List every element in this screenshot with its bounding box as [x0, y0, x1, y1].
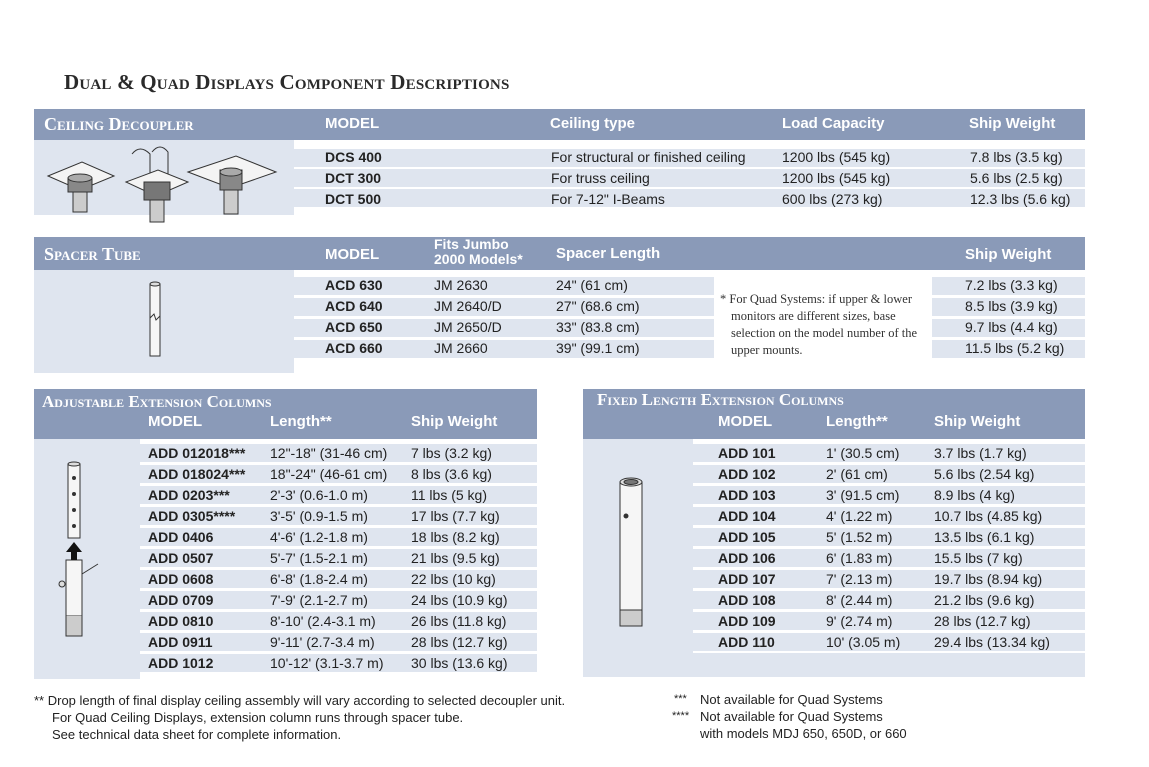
adjustable-model-cell: ADD 0810 [148, 613, 214, 629]
footnote-4star-text: Not available for Quad Systems [700, 709, 883, 724]
footnote-quad-ceiling: For Quad Ceiling Displays, extension column runs through spacer tube. [52, 710, 464, 725]
adjustable-model-cell: ADD 0709 [148, 592, 214, 608]
ceiling-weight-cell: 7.8 lbs (3.5 kg) [970, 149, 1063, 165]
adjustable-weight-cell: 7 lbs (3.2 kg) [411, 445, 492, 461]
adjustable-model-cell: ADD 0305**** [148, 508, 236, 524]
adjustable-model-cell: ADD 0507 [148, 550, 214, 566]
ceiling-type-cell: For truss ceiling [551, 170, 650, 186]
fixed-weight-header: Ship Weight [934, 413, 1021, 430]
spacer-weight-header: Ship Weight [965, 246, 1052, 263]
spacer-length-cell: 33" (83.8 cm) [556, 319, 640, 335]
adjustable-length-cell: 3'-5' (0.9-1.5 m) [270, 508, 368, 524]
fixed-length-header: Length** [826, 413, 888, 430]
spacer-weight-cell: 7.2 lbs (3.3 kg) [965, 277, 1058, 293]
fixed-length-cell: 2' (61 cm) [826, 466, 888, 482]
spacer-model-cell: ACD 630 [325, 277, 383, 293]
spacer-tube-title: Spacer Tube [44, 244, 141, 264]
spacer-fits-cell: JM 2660 [434, 340, 488, 356]
ceiling-model-cell: DCS 400 [325, 149, 382, 165]
adjustable-length-cell: 18"-24" (46-61 cm) [270, 466, 388, 482]
fixed-length-cell: 6' (1.83 m) [826, 550, 893, 566]
adjustable-weight-cell: 26 lbs (11.8 kg) [411, 613, 507, 629]
fixed-weight-cell: 19.7 lbs (8.94 kg) [934, 571, 1043, 587]
fixed-weight-cell: 10.7 lbs (4.85 kg) [934, 508, 1043, 524]
spacer-length-cell: 39" (99.1 cm) [556, 340, 640, 356]
footnote-drop-length: ** Drop length of final display ceiling assembly will vary according to selected decoupler unit. [34, 693, 566, 708]
spacer-fits-cell: JM 2650/D [434, 319, 502, 335]
fixed-model-cell: ADD 106 [718, 550, 776, 566]
spacer-length-cell: 27" (68.6 cm) [556, 298, 640, 314]
adjustable-length-cell: 8'-10' (2.4-3.1 m) [270, 613, 376, 629]
fixed-length-cell: 1' (30.5 cm) [826, 445, 900, 461]
fixed-length-cell: 7' (2.13 m) [826, 571, 893, 587]
adjustable-model-cell: ADD 0406 [148, 529, 214, 545]
adjustable-length-cell: 7'-9' (2.1-2.7 m) [270, 592, 368, 608]
adjustable-weight-cell: 21 lbs (9.5 kg) [411, 550, 500, 566]
adjustable-model-header: MODEL [148, 413, 203, 430]
fixed-length-cell: 8' (2.44 m) [826, 592, 893, 608]
fixed-model-cell: ADD 103 [718, 487, 776, 503]
adjustable-weight-cell: 17 lbs (7.7 kg) [411, 508, 500, 524]
ceiling-type-header: Ceiling type [550, 115, 636, 132]
adjustable-model-cell: ADD 012018*** [148, 445, 246, 461]
adjustable-weight-cell: 28 lbs (12.7 kg) [411, 634, 508, 650]
adjustable-columns-title: Adjustable Extension Columns [42, 392, 272, 411]
adjustable-model-cell: ADD 018024*** [148, 466, 246, 482]
fixed-model-cell: ADD 102 [718, 466, 776, 482]
spacer-fits-cell: JM 2640/D [434, 298, 502, 314]
ceiling-load-cell: 600 lbs (273 kg) [782, 191, 883, 207]
fixed-columns-title: Fixed Length Extension Columns [597, 390, 844, 409]
adjustable-length-cell: 5'-7' (1.5-2.1 m) [270, 550, 368, 566]
adjustable-column-illustration [52, 460, 108, 640]
adjustable-model-cell: ADD 1012 [148, 655, 214, 671]
spacer-tube-illustration [145, 280, 165, 360]
ceiling-weight-header: Ship Weight [969, 115, 1056, 132]
fixed-length-cell: 5' (1.52 m) [826, 529, 893, 545]
adjustable-weight-cell: 11 lbs (5 kg) [411, 487, 487, 503]
fixed-length-cell: 9' (2.74 m) [826, 613, 893, 629]
spacer-model-header: MODEL [325, 246, 380, 263]
fixed-weight-cell: 15.5 lbs (7 kg) [934, 550, 1023, 566]
footnote-4star-mark: **** [672, 710, 690, 722]
adjustable-weight-cell: 30 lbs (13.6 kg) [411, 655, 508, 671]
spacer-model-cell: ACD 650 [325, 319, 383, 335]
fixed-model-cell: ADD 109 [718, 613, 776, 629]
spacer-weight-cell: 9.7 lbs (4.4 kg) [965, 319, 1058, 335]
adjustable-model-cell: ADD 0608 [148, 571, 214, 587]
adjustable-weight-cell: 18 lbs (8.2 kg) [411, 529, 500, 545]
fixed-model-cell: ADD 110 [718, 634, 775, 650]
fixed-weight-cell: 3.7 lbs (1.7 kg) [934, 445, 1027, 461]
footnote-technical-data: See technical data sheet for complete information. [52, 727, 342, 742]
fixed-model-header: MODEL [718, 413, 773, 430]
fixed-length-cell: 10' (3.05 m) [826, 634, 901, 650]
ceiling-weight-cell: 5.6 lbs (2.5 kg) [970, 170, 1063, 186]
fixed-model-cell: ADD 107 [718, 571, 776, 587]
fixed-weight-cell: 21.2 lbs (9.6 kg) [934, 592, 1035, 608]
fixed-weight-cell: 5.6 lbs (2.54 kg) [934, 466, 1035, 482]
spacer-fits-header-line1: Fits Jumbo [434, 236, 509, 252]
adjustable-length-cell: 2'-3' (0.6-1.0 m) [270, 487, 368, 503]
fixed-model-cell: ADD 105 [718, 529, 776, 545]
spacer-note: * For Quad Systems: if upper & lower monitors are different sizes, base selection on the model number of the upper mounts. [720, 292, 918, 357]
adjustable-model-cell: ADD 0911 [148, 634, 213, 650]
spacer-fits-header-line2: 2000 Models* [434, 251, 523, 267]
ceiling-load-cell: 1200 lbs (545 kg) [782, 149, 891, 165]
fixed-weight-cell: 8.9 lbs (4 kg) [934, 487, 1015, 503]
footnote-4star-models: with models MDJ 650, 650D, or 660 [700, 726, 907, 741]
spacer-fits-cell: JM 2630 [434, 277, 488, 293]
ceiling-model-header: MODEL [325, 115, 380, 132]
adjustable-length-cell: 10'-12' (3.1-3.7 m) [270, 655, 384, 671]
fixed-length-cell: 4' (1.22 m) [826, 508, 893, 524]
spacer-model-cell: ACD 660 [325, 340, 383, 356]
ceiling-model-cell: DCT 300 [325, 170, 382, 186]
fixed-model-cell: ADD 104 [718, 508, 776, 524]
adjustable-weight-header: Ship Weight [411, 413, 498, 430]
footnote-3star-text: Not available for Quad Systems [700, 692, 883, 707]
spacer-length-header: Spacer Length [556, 245, 661, 262]
fixed-length-cell: 3' (91.5 cm) [826, 487, 900, 503]
fixed-model-cell: ADD 101 [718, 445, 776, 461]
fixed-model-cell: ADD 108 [718, 592, 776, 608]
ceiling-decoupler-title: Ceiling Decoupler [44, 114, 194, 134]
spacer-weight-cell: 8.5 lbs (3.9 kg) [965, 298, 1058, 314]
adjustable-length-cell: 9'-11' (2.7-3.4 m) [270, 634, 375, 650]
adjustable-length-header: Length** [270, 413, 332, 430]
adjustable-length-cell: 12"-18" (31-46 cm) [270, 445, 388, 461]
adjustable-length-cell: 4'-6' (1.2-1.8 m) [270, 529, 368, 545]
ceiling-model-cell: DCT 500 [325, 191, 382, 207]
spacer-weight-cell: 11.5 lbs (5.2 kg) [965, 340, 1065, 356]
footnote-3star-mark: *** [674, 693, 687, 705]
adjustable-model-cell: ADD 0203*** [148, 487, 230, 503]
ceiling-type-cell: For structural or finished ceiling [551, 149, 746, 165]
fixed-weight-cell: 29.4 lbs (13.34 kg) [934, 634, 1050, 650]
adjustable-weight-cell: 8 lbs (3.6 kg) [411, 466, 492, 482]
fixed-column-illustration [610, 474, 650, 634]
adjustable-weight-cell: 22 lbs (10 kg) [411, 571, 496, 587]
adjustable-weight-cell: 24 lbs (10.9 kg) [411, 592, 508, 608]
ceiling-decoupler-illustration [40, 142, 280, 230]
spacer-model-cell: ACD 640 [325, 298, 383, 314]
ceiling-type-cell: For 7-12" I-Beams [551, 191, 665, 207]
ceiling-load-header: Load Capacity [782, 115, 885, 132]
adjustable-length-cell: 6'-8' (1.8-2.4 m) [270, 571, 368, 587]
page-title: Dual & Quad Displays Component Descriptions [64, 70, 510, 94]
ceiling-load-cell: 1200 lbs (545 kg) [782, 170, 891, 186]
fixed-weight-cell: 28 lbs (12.7 kg) [934, 613, 1031, 629]
ceiling-weight-cell: 12.3 lbs (5.6 kg) [970, 191, 1071, 207]
fixed-weight-cell: 13.5 lbs (6.1 kg) [934, 529, 1035, 545]
spacer-length-cell: 24" (61 cm) [556, 277, 628, 293]
